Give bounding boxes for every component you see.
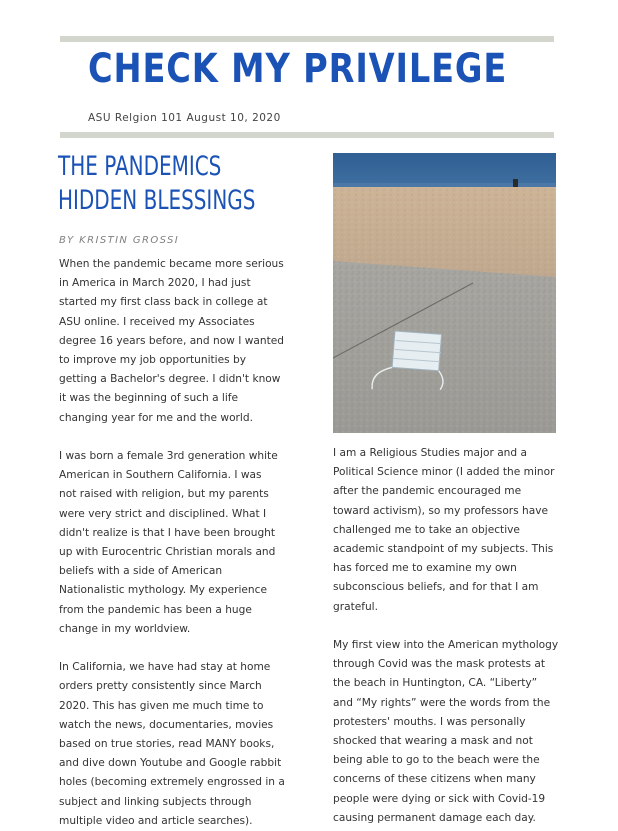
- text-line: challenged me to take an objective: [333, 523, 520, 536]
- text-line: started my first class back in college at: [59, 296, 268, 309]
- text-line: not raised with religion, but my parents: [59, 488, 269, 501]
- text-line: getting a Bachelor's degree. I didn't know: [59, 373, 281, 386]
- text-line: grateful.: [333, 600, 378, 613]
- text-line: beliefs with a side of American: [59, 565, 223, 578]
- text-line: protesters' mouths. I was personally: [333, 715, 526, 728]
- text-line: American in Southern California. I was: [59, 469, 262, 482]
- text-line: from the pandemic has been a huge: [59, 603, 252, 616]
- text-line: the beach in Huntington, CA. “Liberty”: [333, 677, 538, 690]
- masthead-rule: [60, 132, 554, 138]
- text-line: My first view into the American mythology: [333, 639, 559, 652]
- article-left-column: [59, 255, 319, 831]
- text-line: degree 16 years before, and now I wanted: [59, 334, 284, 347]
- paragraph: [333, 636, 563, 828]
- issue-line: ASU Relgion 101 August 10, 2020: [88, 112, 281, 124]
- text-line: When the pandemic became more serious: [59, 258, 284, 270]
- mask-on-beach-photo: [333, 153, 556, 433]
- headline-line-1: THE PANDEMICS: [58, 151, 222, 182]
- top-rule: [60, 36, 554, 42]
- text-line: it was the beginning of such a life: [59, 392, 239, 405]
- text-line: up with Eurocentric Christian morals and: [59, 546, 276, 559]
- text-line: watch the news, documentaries, movies: [59, 718, 274, 731]
- article-headline: [58, 150, 280, 218]
- text-line: toward activism), so my professors have: [333, 504, 549, 517]
- text-line: people were dying or sick with Covid-19: [333, 792, 546, 805]
- text-line: Political Science minor (I added the minor: [333, 466, 555, 479]
- text-line: after the pandemic encouraged me: [333, 485, 522, 498]
- text-line: didn't realize is that I have been brought: [59, 526, 276, 539]
- newsletter-title: CHECK MY PRIVILEGE: [88, 46, 508, 92]
- paragraph: [59, 658, 319, 831]
- text-line: change in my worldview.: [59, 622, 191, 635]
- text-line: holes (becoming extremely engrossed in a: [59, 776, 285, 789]
- text-line: academic standpoint of my subjects. This: [333, 543, 554, 556]
- text-line: ASU online. I received my Associates: [59, 315, 255, 328]
- text-line: and dive down Youtube and Google rabbit: [59, 757, 282, 770]
- text-line: subconscious beliefs, and for that I am: [333, 581, 539, 594]
- text-line: In California, we have had stay at home: [59, 661, 271, 674]
- text-line: I am a Religious Studies major and a: [333, 447, 527, 459]
- text-line: based on true stories, read MANY books,: [59, 738, 275, 751]
- paragraph: [59, 255, 319, 428]
- text-line: in America in March 2020, I had just: [59, 277, 251, 290]
- text-line: has forced me to examine my own: [333, 562, 517, 575]
- text-line: were very strict and disciplined. What I: [59, 507, 267, 520]
- text-line: multiple video and article searches).: [59, 814, 253, 827]
- text-line: shocked that wearing a mask and not: [333, 735, 533, 748]
- text-line: concerns of these citizens when many: [333, 773, 536, 786]
- paragraph: [333, 444, 563, 617]
- text-line: being able to go to the beach were the: [333, 754, 540, 767]
- headline-line-2: HIDDEN BLESSINGS: [58, 185, 256, 216]
- byline: BY KRISTIN GROSSI: [59, 235, 180, 246]
- text-line: subject and linking subjects through: [59, 795, 252, 808]
- text-line: 2020. This has given me much time to: [59, 699, 264, 712]
- text-line: changing year for me and the world.: [59, 411, 253, 424]
- text-line: to improve my job opportunities by: [59, 354, 247, 367]
- text-line: Nationalistic mythology. My experience: [59, 584, 267, 597]
- photo-image: [333, 153, 556, 433]
- text-line: I was born a female 3rd generation white: [59, 450, 278, 463]
- article-right-column: [333, 444, 563, 828]
- text-line: orders pretty consistently since March: [59, 680, 262, 693]
- text-line: causing permanent damage each day.: [333, 811, 536, 824]
- text-line: through Covid was the mask protests at: [333, 658, 546, 671]
- text-line: and “My rights” were the words from the: [333, 696, 551, 709]
- paragraph: [59, 447, 319, 639]
